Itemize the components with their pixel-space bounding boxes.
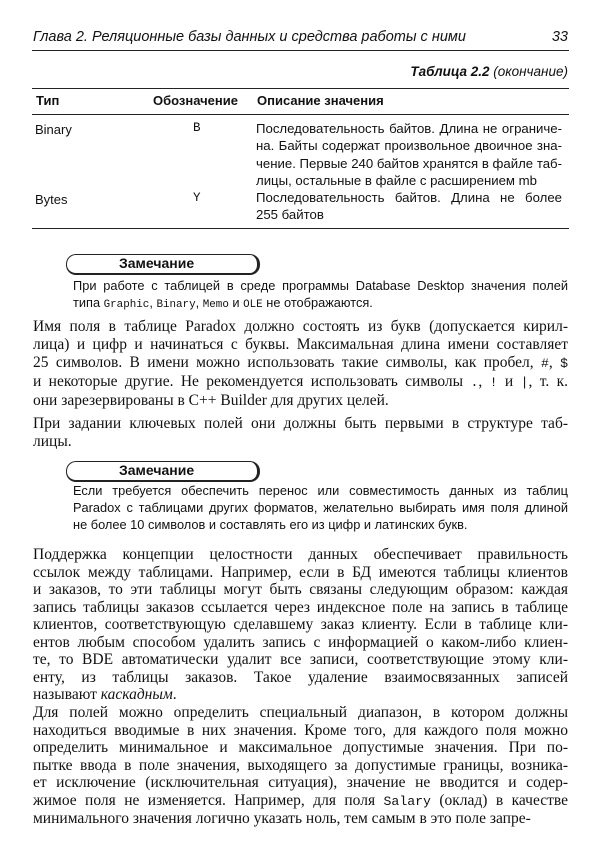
text-segment: При работе с таблицей в среде программы Database Desktop значения полей	[73, 278, 568, 293]
text-line	[73, 482, 568, 499]
text-line	[33, 792, 568, 811]
text-line	[33, 336, 568, 354]
text-segment: ссылок между таблицами. Например, если в БД имеются таблицы клиентов	[33, 563, 568, 581]
note-text	[73, 277, 568, 314]
text-segment: жимое поля не изменяется. Например, для поля	[33, 791, 384, 809]
text-segment: Поддержка концепции целостности данных обеспечивает правильность	[33, 546, 568, 563]
row-description	[256, 120, 562, 189]
note-text	[73, 482, 568, 533]
text-segment: называют	[33, 686, 101, 703]
code-term: Salary	[383, 793, 431, 809]
code-term: #	[541, 356, 549, 371]
table-number: Таблица 2.2	[410, 64, 490, 79]
text-segment: ,	[195, 295, 203, 310]
text-line	[33, 415, 568, 433]
text-line	[33, 739, 568, 757]
table-title	[410, 64, 568, 79]
text-line	[33, 318, 568, 336]
paragraph	[33, 318, 568, 410]
emphasis-term: каскадным	[100, 686, 173, 703]
header-rule	[32, 50, 569, 51]
code-term: Binary	[156, 299, 196, 311]
row-type: Bytes	[35, 192, 68, 207]
text-segment: и	[497, 373, 521, 390]
code-term: $	[560, 356, 569, 371]
text-segment: ,	[149, 295, 157, 310]
text-line: лицы, остальные в файле с расширением mb	[256, 172, 537, 188]
row-description	[256, 189, 562, 224]
code-term: Memo	[202, 299, 229, 311]
text-line	[33, 354, 568, 373]
code-term: !	[489, 375, 498, 390]
code-term: OLE	[243, 299, 263, 311]
text-segment: клиентов, соответствующую сделавшему заказ клиенту. Если в таблице кли-	[33, 616, 568, 633]
text-line	[33, 599, 568, 617]
text-segment: 25 символов. В имени можно использовать такие символы, как пробел,	[33, 354, 541, 371]
column-header-symbol: Обозначение	[153, 93, 238, 108]
text-line	[33, 581, 568, 599]
text-line	[33, 546, 568, 564]
text-segment: не более 10 символов и составлять его из цифр и латинских букв.	[73, 517, 468, 532]
code-term: Graphic	[103, 299, 150, 311]
paragraph	[33, 546, 568, 704]
code-term: .	[470, 375, 479, 390]
row-type: Binary	[35, 122, 72, 137]
text-line	[33, 722, 568, 740]
text-line	[33, 433, 568, 451]
text-segment: ет исключение (исключительная ситуация), значение не вводится и содер-	[33, 774, 568, 791]
text-line	[33, 392, 568, 410]
text-segment: .	[172, 686, 177, 703]
text-line	[33, 634, 568, 652]
text-segment: не отображаются.	[262, 295, 373, 310]
text-segment: При задании ключевых полей они должны быть первыми в структуре таб-	[33, 415, 568, 432]
text-line	[33, 774, 568, 792]
text-segment: лица) и цифр и начинаться с буквы. Максимальная длина имени составляет	[33, 336, 568, 353]
text-segment: енту, из таблицы заказов. Такое удаление взаимосвязанных записей	[33, 668, 568, 686]
text-segment: ,	[548, 354, 561, 371]
text-line	[73, 294, 568, 314]
text-line	[33, 651, 568, 669]
text-line: Последовательность байтов. Длина не более	[256, 190, 562, 205]
text-segment: те, то BDE автоматически удалит все записи, соответствующие этому кли-	[33, 651, 568, 668]
row-symbol: Y	[193, 191, 201, 205]
table-header-rule	[32, 114, 569, 115]
note-label: Замечание	[119, 255, 195, 271]
running-header	[33, 29, 568, 45]
row-symbol: B	[193, 121, 201, 135]
text-segment: минимального значения логично указать ноль, тем самым в это поле запре-	[33, 810, 531, 827]
text-line	[33, 757, 568, 775]
text-segment: (оклад) в качестве	[430, 791, 568, 809]
text-segment: они зарезервированы в C++ Builder для других целей.	[33, 392, 389, 409]
note-label: Замечание	[119, 462, 195, 478]
text-segment: Если требуется обеспечить перенос или совместимость данных из таблиц	[73, 483, 568, 498]
text-line	[73, 277, 568, 294]
text-segment: , т. к.	[528, 373, 569, 390]
text-line: на. Байты содержат произвольное двоичное зна-	[256, 138, 562, 154]
text-line	[33, 686, 568, 704]
text-line: чение. Первые 240 байтов хранятся в файле таб-	[256, 155, 562, 171]
table-top-rule	[32, 88, 569, 89]
text-line	[33, 616, 568, 634]
table-continuation: (окончание)	[489, 64, 568, 79]
note-label-box	[66, 254, 260, 275]
code-term: |	[520, 375, 529, 390]
text-line: Последовательность байтов. Длина не ограниче-	[256, 121, 562, 136]
text-segment: и некоторые другие. Не рекомендуется использовать символы	[33, 373, 471, 390]
paragraph	[33, 704, 568, 828]
text-segment: запись таблицы заказов ссылается через индексное поле на запись в таблице	[33, 598, 568, 616]
text-line	[33, 564, 568, 582]
column-header-description: Описание значения	[257, 93, 384, 108]
page-number: 33	[551, 29, 568, 45]
text-segment: находиться вводимые в них значения. Кроме того, для каждого поля можно	[33, 721, 568, 739]
text-segment: пытке ввода в поле значения, выходящего за допустимые границы, возника-	[33, 756, 568, 774]
text-line	[33, 373, 568, 392]
text-segment: Paradox с таблицами других форматов, желательно выбирать имя поля длиной	[73, 500, 568, 515]
text-segment: определить минимальное и максимальное допустимые значения. При по-	[33, 739, 568, 756]
text-segment: Имя поля в таблице Paradox должно состоять из букв (допускается кирил-	[33, 318, 568, 335]
note-label-box	[66, 461, 260, 482]
text-segment: типа	[73, 295, 104, 310]
text-line: 255 байтов	[256, 207, 324, 223]
text-segment: ,	[478, 373, 490, 390]
text-segment: лицы.	[33, 433, 72, 450]
text-segment: и заказов, то эти таблицы могут быть связаны следующим образом: каждая	[33, 581, 568, 598]
text-segment: и	[228, 295, 244, 310]
column-header-type: Тип	[36, 93, 60, 108]
paragraph	[33, 415, 568, 451]
text-line	[33, 669, 568, 687]
table-bottom-rule	[32, 228, 569, 229]
text-segment: ентов любым способом удалить запись с информацией о каком-либо клиен-	[33, 633, 568, 651]
text-segment: Для полей можно определить специальный диапазон, в котором должны	[33, 704, 568, 721]
text-line	[73, 516, 568, 533]
text-line	[33, 704, 568, 722]
text-line	[33, 810, 568, 828]
text-line	[73, 499, 568, 516]
chapter-title: Глава 2. Реляционные базы данных и средства работы с ними	[33, 29, 466, 45]
